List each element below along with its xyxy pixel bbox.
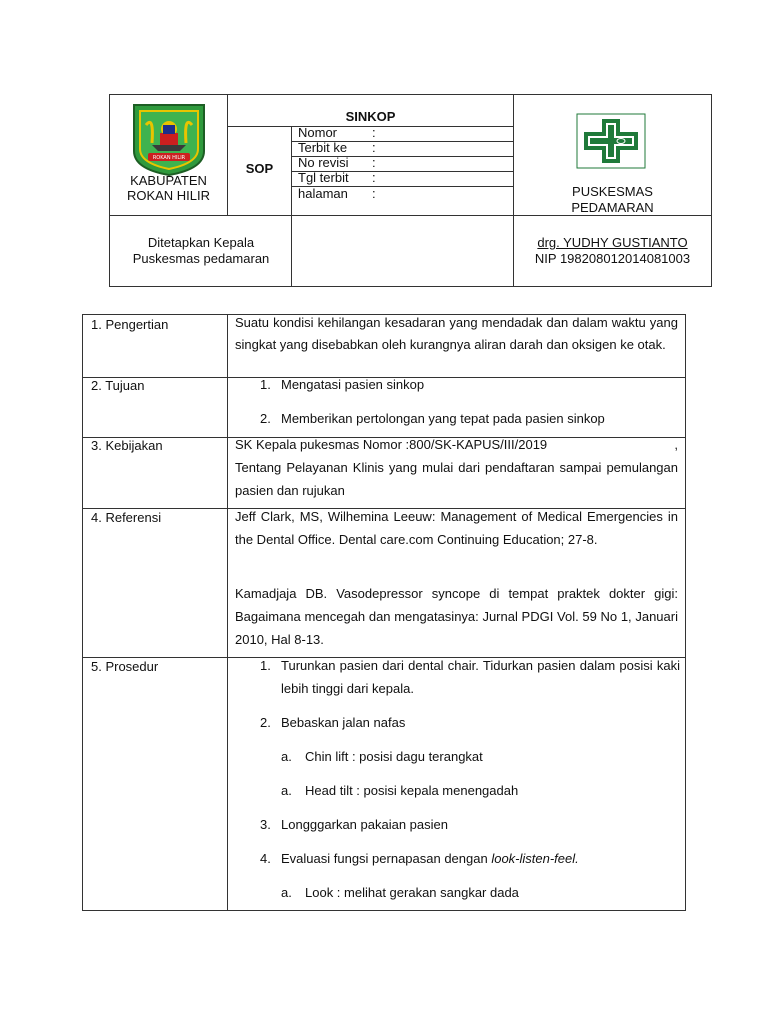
list-item [260, 847, 680, 881]
item-text: Head tilt : posisi kepala menengadah [305, 783, 519, 798]
item-text: Look : melihat gerakan sangkar dada [305, 885, 519, 900]
document-type: SOP [245, 161, 274, 176]
sop-content-table [82, 314, 686, 911]
item-number: 1. [260, 377, 271, 392]
item-text: Chin lift : posisi dagu terangkat [305, 749, 483, 764]
item-number: a. [281, 783, 292, 798]
approval-line2: Puskesmas pedamaran [132, 251, 270, 266]
section-label-kebijakan: 3. Kebijakan [91, 438, 163, 453]
list-item [260, 373, 680, 407]
approval-text [110, 235, 292, 267]
meta-row-terbit-ke [298, 141, 513, 155]
item-number: 1. [260, 658, 271, 673]
kebijakan-sk-number: SK Kepala pukesmas Nomor :800/SK-KAPUS/III/2019 [235, 437, 548, 452]
list-item [281, 745, 680, 779]
item-number: 2. [260, 715, 271, 730]
item-text: Memberikan pertolongan yang tepat pada pasien sinkop [281, 411, 605, 426]
meta-value: : [372, 155, 376, 170]
kebijakan-description: Tentang Pelayanan Klinis yang mulai dari pendaftaran sampai pemulangan pasien dan rujukan [235, 460, 678, 498]
meta-value: : [372, 125, 376, 140]
meta-value: : [372, 170, 376, 185]
meta-label: Terbit ke [298, 140, 348, 155]
document-title: SINKOP [345, 109, 396, 124]
meta-row-tgl-terbit [298, 171, 513, 185]
kabupaten-name-line1: KABUPATEN [130, 173, 207, 188]
signer-nip: NIP 198208012014081003 [534, 251, 691, 266]
puskesmas-name [514, 184, 711, 216]
section-label-pengertian: 1. Pengertian [91, 317, 169, 332]
meta-label: Nomor [298, 125, 338, 140]
puskesmas-name-line2: PEDAMARAN [571, 200, 654, 215]
column-divider [227, 315, 228, 910]
item-number: a. [281, 749, 292, 764]
kebijakan-text [235, 433, 678, 502]
meta-value: : [372, 186, 376, 201]
signer-name: drg. YUDHY GUSTIANTO [537, 235, 688, 250]
kebijakan-line1 [235, 433, 678, 456]
meta-label: Tgl terbit [298, 170, 349, 185]
kabupaten-rokan-hilir-emblem-icon [132, 103, 206, 177]
list-item [281, 881, 680, 915]
step4-italic-term: look-listen-feel. [491, 851, 579, 866]
item-text: Longggarkan pakaian pasien [281, 817, 448, 832]
meta-row-nomor [298, 126, 513, 140]
referensi-1: Jeff Clark, MS, Wilhemina Leeuw: Management of Medical Emergencies in the Dental Office. Dental care.com Continuing Education; 27-8. [235, 509, 678, 547]
meta-row-halaman [298, 187, 513, 201]
list-item [260, 813, 680, 847]
list-item [260, 407, 680, 430]
meta-label: No revisi [298, 155, 349, 170]
item-text [260, 847, 680, 870]
puskesmas-name-line1: PUSKESMAS [572, 184, 653, 199]
svg-text:ROKAN HILIR: ROKAN HILIR [152, 155, 186, 161]
item-text: Mengatasi pasien sinkop [281, 377, 425, 392]
item-number: 2. [260, 411, 271, 426]
section-label-tujuan: 2. Tujuan [91, 378, 145, 393]
list-item [260, 711, 680, 745]
sop-header-table [109, 94, 712, 287]
list-item [281, 779, 680, 813]
step4-text: Evaluasi fungsi pernapasan dengan [281, 851, 492, 866]
item-number: a. [281, 885, 292, 900]
item-text: Turunkan pasien dari dental chair. Tidurkan pasien dalam posisi kaki lebih tinggi dari kepala. [281, 658, 680, 696]
referensi-2: Kamadjaja DB. Vasodepressor syncope di tempat praktek dokter gigi: Bagaimana mencegah dan mengatasinya: Jurnal PDGI Vol. 59 No 1, Januari 2010, Hal 8-13. [235, 586, 678, 647]
section-label-referensi: 4. Referensi [91, 510, 162, 525]
prosedur-list [260, 654, 680, 915]
signature-block [514, 235, 711, 267]
meta-label: halaman [298, 186, 348, 201]
kabupaten-name [110, 173, 227, 203]
item-text: Bebaskan jalan nafas [281, 715, 406, 730]
pengertian-text: Suatu kondisi kehilangan kesadaran yang mendadak dan dalam waktu yang singkat yang disebabkan oleh kurangnya aliran darah dan oksigen ke otak. [235, 315, 678, 352]
meta-value: : [372, 140, 376, 155]
list-item [260, 654, 680, 711]
section-label-prosedur: 5. Prosedur [91, 659, 159, 674]
puskesmas-cross-icon [576, 113, 646, 169]
item-number: 4. [260, 851, 271, 866]
tujuan-list [260, 373, 680, 430]
kebijakan-comma: , [674, 437, 678, 452]
approval-line1: Ditetapkan Kepala [147, 235, 255, 250]
kabupaten-name-line2: ROKAN HILIR [126, 188, 211, 203]
item-number: 3. [260, 817, 271, 832]
meta-row-no-revisi [298, 156, 513, 170]
